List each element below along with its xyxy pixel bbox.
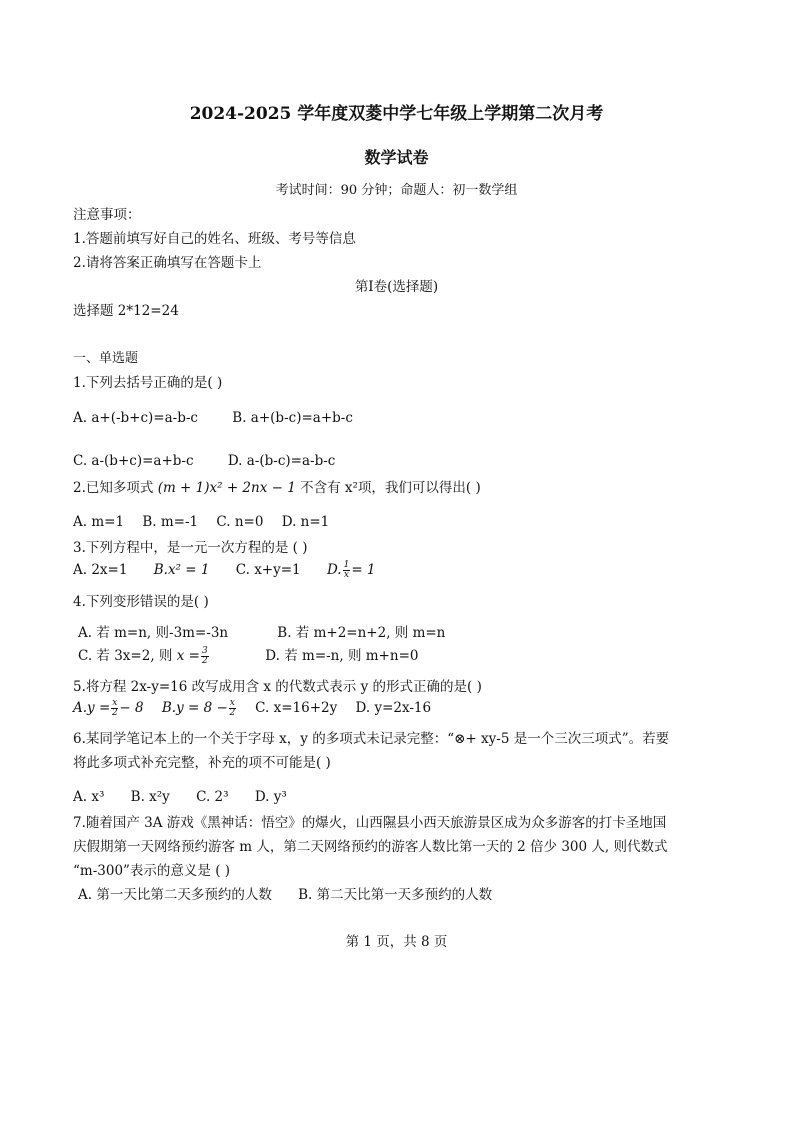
option-d: D. 若 m=-n, 则 m+n=0 xyxy=(265,648,419,664)
question-1-options-row-2 xyxy=(73,452,335,470)
question-4-options-row-1 xyxy=(78,624,445,642)
option-c: C. 2³ xyxy=(196,789,229,805)
question-5-stem: 5.将方程 2x-y=16 改写成用含 x 的代数式表示 y 的形式正确的是( ) xyxy=(73,679,482,695)
option-a: A. 若 m=n, 则-3m=-3n xyxy=(78,625,229,641)
option-b: B. m=-1 xyxy=(142,514,199,530)
notes-item-1: 1.答题前填写好自己的姓名、班级、考号等信息 xyxy=(73,231,356,247)
option-b: B.x² = 1 xyxy=(153,562,210,578)
option-d: D. n=1 xyxy=(281,514,330,530)
fraction xyxy=(201,647,209,666)
numerator: x xyxy=(112,698,118,708)
option-a-suffix: − 8 xyxy=(119,700,144,716)
option-d xyxy=(327,561,376,580)
numerator: x xyxy=(229,698,235,708)
question-6-options xyxy=(73,788,287,806)
fraction xyxy=(229,699,236,718)
question-4-options-row-2 xyxy=(78,647,418,666)
fraction xyxy=(343,561,351,580)
option-b-prefix: B.y = 8 − xyxy=(161,700,228,716)
option-d: D. y=2x-16 xyxy=(355,700,432,716)
question-4-stem: 4.下列变形错误的是( ) xyxy=(73,594,209,610)
option-a: A. a+(-b+c)=a-b-c xyxy=(73,410,198,426)
numerator: 3 xyxy=(201,646,208,656)
option-b: B. 若 m+2=n+2, 则 m=n xyxy=(277,625,446,641)
option-a: A. x³ xyxy=(73,789,105,805)
option-c-var: x = xyxy=(176,648,200,664)
exam-info: 考试时间：90 分钟；命题人：初一数学组 xyxy=(275,183,518,198)
denominator: 2 xyxy=(111,708,118,718)
question-6-stem-line-1: 6.某同学笔记本上的一个关于字母 x，y 的多项式未记录完整：“⊗+ xy-5 是一个三次三项式”。若要 xyxy=(73,731,670,747)
option-c-prefix: C. 若 3x=2, 则 xyxy=(78,648,173,664)
option-a: A. m=1 xyxy=(73,514,125,530)
question-2-options xyxy=(73,513,329,531)
volume-heading: 第Ⅰ卷(选择题) xyxy=(354,279,439,295)
fraction xyxy=(111,699,118,718)
option-c: C. n=0 xyxy=(216,514,264,530)
question-5-options xyxy=(73,699,431,718)
question-7-options xyxy=(78,886,492,904)
option-b: B. a+(b-c)=a+b-c xyxy=(232,410,353,426)
option-b: B. 第二天比第一天多预约的人数 xyxy=(298,887,493,903)
question-7-stem-line-1: 7.随着国产 3A 游戏《黑神话：悟空》的爆火，山西隰县小西天旅游景区成为众多游客的打卡圣地国 xyxy=(73,815,667,831)
q2-prefix: 2.已知多项式 xyxy=(73,480,154,496)
q2-suffix: 不含有 x²项，我们可以得出( ) xyxy=(300,480,481,496)
question-2-stem xyxy=(73,479,481,497)
question-1-options-row-1 xyxy=(73,409,353,427)
question-1-stem: 1.下列去括号正确的是( ) xyxy=(73,375,223,391)
option-c: C. a-(b+c)=a+b-c xyxy=(73,453,194,469)
option-a: A. 第一天比第二天多预约的人数 xyxy=(78,887,272,903)
option-d: D. a-(b-c)=a-b-c xyxy=(227,453,336,469)
option-a xyxy=(73,699,144,718)
option-c: C. x+y=1 xyxy=(235,562,301,578)
notes-heading: 注意事项： xyxy=(73,207,141,223)
option-d: D. y³ xyxy=(254,789,287,805)
exam-title: 2024-2025 学年度双菱中学七年级上学期第二次月考 xyxy=(189,104,604,124)
option-a: A. 2x=1 xyxy=(73,562,128,578)
question-3-options xyxy=(73,561,376,580)
page-number: 第 1 页，共 8 页 xyxy=(345,934,448,950)
q2-expression: (m + 1)x² + 2nx − 1 xyxy=(157,480,296,496)
score-line: 选择题 2*12=24 xyxy=(73,303,179,319)
option-b: B. x²y xyxy=(130,789,170,805)
part-heading: 一、单选题 xyxy=(73,351,139,366)
option-d-suffix: = 1 xyxy=(351,562,376,578)
option-a-prefix: A.y = xyxy=(73,700,111,716)
denominator: 2 xyxy=(201,656,208,666)
question-7-stem-line-3: “m-300”表示的意义是 ( ) xyxy=(73,863,231,879)
option-b xyxy=(162,699,237,718)
denominator: 2 xyxy=(229,708,236,718)
exam-subtitle: 数学试卷 xyxy=(364,148,429,167)
denominator: x xyxy=(343,570,349,580)
question-3-stem: 3.下列方程中，是一元一次方程的是 ( ) xyxy=(73,540,308,556)
notes-item-2: 2.请将答案正确填写在答题卡上 xyxy=(73,255,262,271)
option-c: C. x=16+2y xyxy=(255,700,338,716)
option-d-prefix: D. xyxy=(326,562,342,578)
option-c xyxy=(78,647,261,666)
question-7-stem-line-2: 庆假期第一天网络预约游客 m 人，第二天网络预约的游客人数比第一天的 2 倍少 300 人, 则代数式 xyxy=(73,839,668,855)
question-6-stem-line-2: 将此多项式补充完整，补充的项不可能是( ) xyxy=(73,755,331,771)
numerator: 1 xyxy=(343,560,350,570)
